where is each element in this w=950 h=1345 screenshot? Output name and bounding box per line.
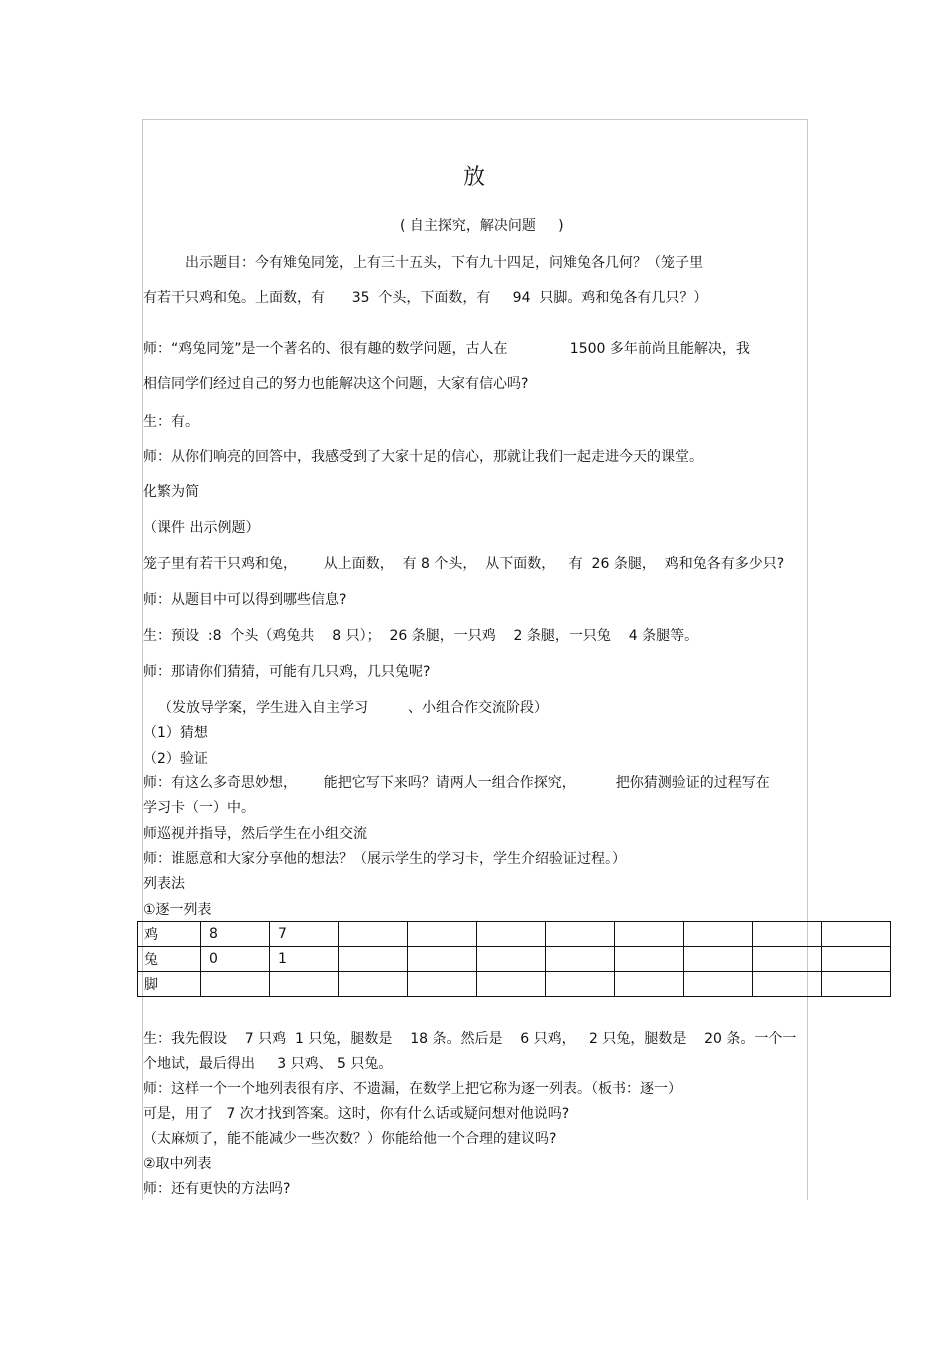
text-line: （太麻烦了，能不能减少一些次数？）你能给他一个合理的建议吗?: [143, 1131, 557, 1147]
table-cell: [684, 922, 753, 947]
section-subtitle: ( 自主探究，解决问题 ): [400, 218, 564, 234]
text-line: ②取中列表: [143, 1156, 212, 1172]
table-row: [138, 922, 891, 947]
text-line: （发放导学案，学生进入自主学习 、小组合作交流阶段）: [158, 700, 549, 716]
text-line: 出示题目：今有雉兔同笼，上有三十五头，下有九十四足，问雉兔各几何？（笼子里: [185, 255, 703, 271]
row-label: 鸡: [138, 922, 201, 947]
table-cell: 0: [201, 947, 270, 972]
text-line: （1）猜想: [143, 725, 208, 741]
table-cell: [822, 947, 891, 972]
text-line: （2）验证: [143, 751, 208, 767]
text-line: 列表法: [143, 876, 185, 892]
table-cell: 7: [270, 922, 339, 947]
table-cell: 8: [201, 922, 270, 947]
text-line: 师：那请你们猜猜，可能有几只鸡，几只兔呢?: [143, 664, 431, 680]
page-title: 放: [463, 165, 486, 190]
text-line: 师：“鸡兔同笼”是一个著名的、很有趣的数学问题，古人在 1500 多年前尚且能解决，我: [143, 341, 750, 357]
text-line: 师巡视并指导，然后学生在小组交流: [143, 826, 367, 842]
text-line: 化繁为简: [143, 484, 199, 500]
table-cell: [408, 922, 477, 947]
table-cell: [546, 972, 615, 997]
text-line: 师：从题目中可以得到哪些信息?: [143, 592, 347, 608]
text-line: 生：预设 :8 个头（鸡兔共 8 只）； 26 条腿，一只鸡 2 条腿，一只兔 4 条腿等。: [143, 628, 699, 644]
table-cell: [615, 972, 684, 997]
row-label: 兔: [138, 947, 201, 972]
text-line: 有若干只鸡和兔。上面数，有 35 个头，下面数，有 94 只脚。鸡和兔各有几只？）: [143, 290, 708, 306]
text-line: 个地试，最后得出 3 只鸡、 5 只兔。: [143, 1056, 393, 1072]
table-cell: [753, 922, 822, 947]
text-line: 生：我先假设 7 只鸡 1 只兔，腿数是 18 条。然后是 6 只鸡， 2 只兔，腿数是 20 条。一个一: [143, 1031, 797, 1047]
row-label: 脚: [138, 972, 201, 997]
text-line: （课件 出示例题）: [143, 520, 260, 536]
table-cell: [822, 972, 891, 997]
table-cell: [822, 922, 891, 947]
table-cell: [615, 947, 684, 972]
table-cell: [408, 972, 477, 997]
enumeration-table: [137, 921, 891, 997]
table-cell: [339, 947, 408, 972]
table-cell: [477, 922, 546, 947]
text-line: 师：这样一个一个地列表很有序、不遗漏，在数学上把它称为逐一列表。（板书：逐一）: [143, 1081, 682, 1097]
table-row: [138, 972, 891, 997]
table-row: [138, 947, 891, 972]
table-cell: [546, 947, 615, 972]
text-line: 生：有。: [143, 414, 199, 430]
table-cell: [753, 972, 822, 997]
text-line: 可是，用了 7 次才找到答案。这时，你有什么话或疑问想对他说吗?: [143, 1106, 570, 1122]
table-cell: [270, 972, 339, 997]
text-line: 师：从你们响亮的回答中，我感受到了大家十足的信心，那就让我们一起走进今天的课堂。: [143, 449, 703, 465]
table-cell: [339, 972, 408, 997]
text-line: 学习卡（一）中。: [143, 800, 255, 816]
table-cell: [684, 947, 753, 972]
text-line: 笼子里有若干只鸡和兔， 从上面数， 有 8 个头， 从下面数， 有 26 条腿， 鸡和兔各有多少只?: [143, 556, 785, 572]
table-cell: [477, 972, 546, 997]
text-line: 师：谁愿意和大家分享他的想法？（展示学生的学习卡，学生介绍验证过程。）: [143, 851, 626, 867]
table-cell: 1: [270, 947, 339, 972]
table-cell: [546, 922, 615, 947]
table-cell: [408, 947, 477, 972]
table-cell: [201, 972, 270, 997]
text-line: 师：还有更快的方法吗?: [143, 1181, 291, 1197]
table-cell: [339, 922, 408, 947]
table-cell: [753, 947, 822, 972]
text-line: 相信同学们经过自己的努力也能解决这个问题，大家有信心吗?: [143, 376, 529, 392]
table-cell: [684, 972, 753, 997]
text-line: ①逐一列表: [143, 902, 212, 918]
text-line: 师：有这么多奇思妙想， 能把它写下来吗？请两人一组合作探究， 把你猜测验证的过程写在: [143, 775, 770, 791]
table-cell: [615, 922, 684, 947]
table-cell: [477, 947, 546, 972]
